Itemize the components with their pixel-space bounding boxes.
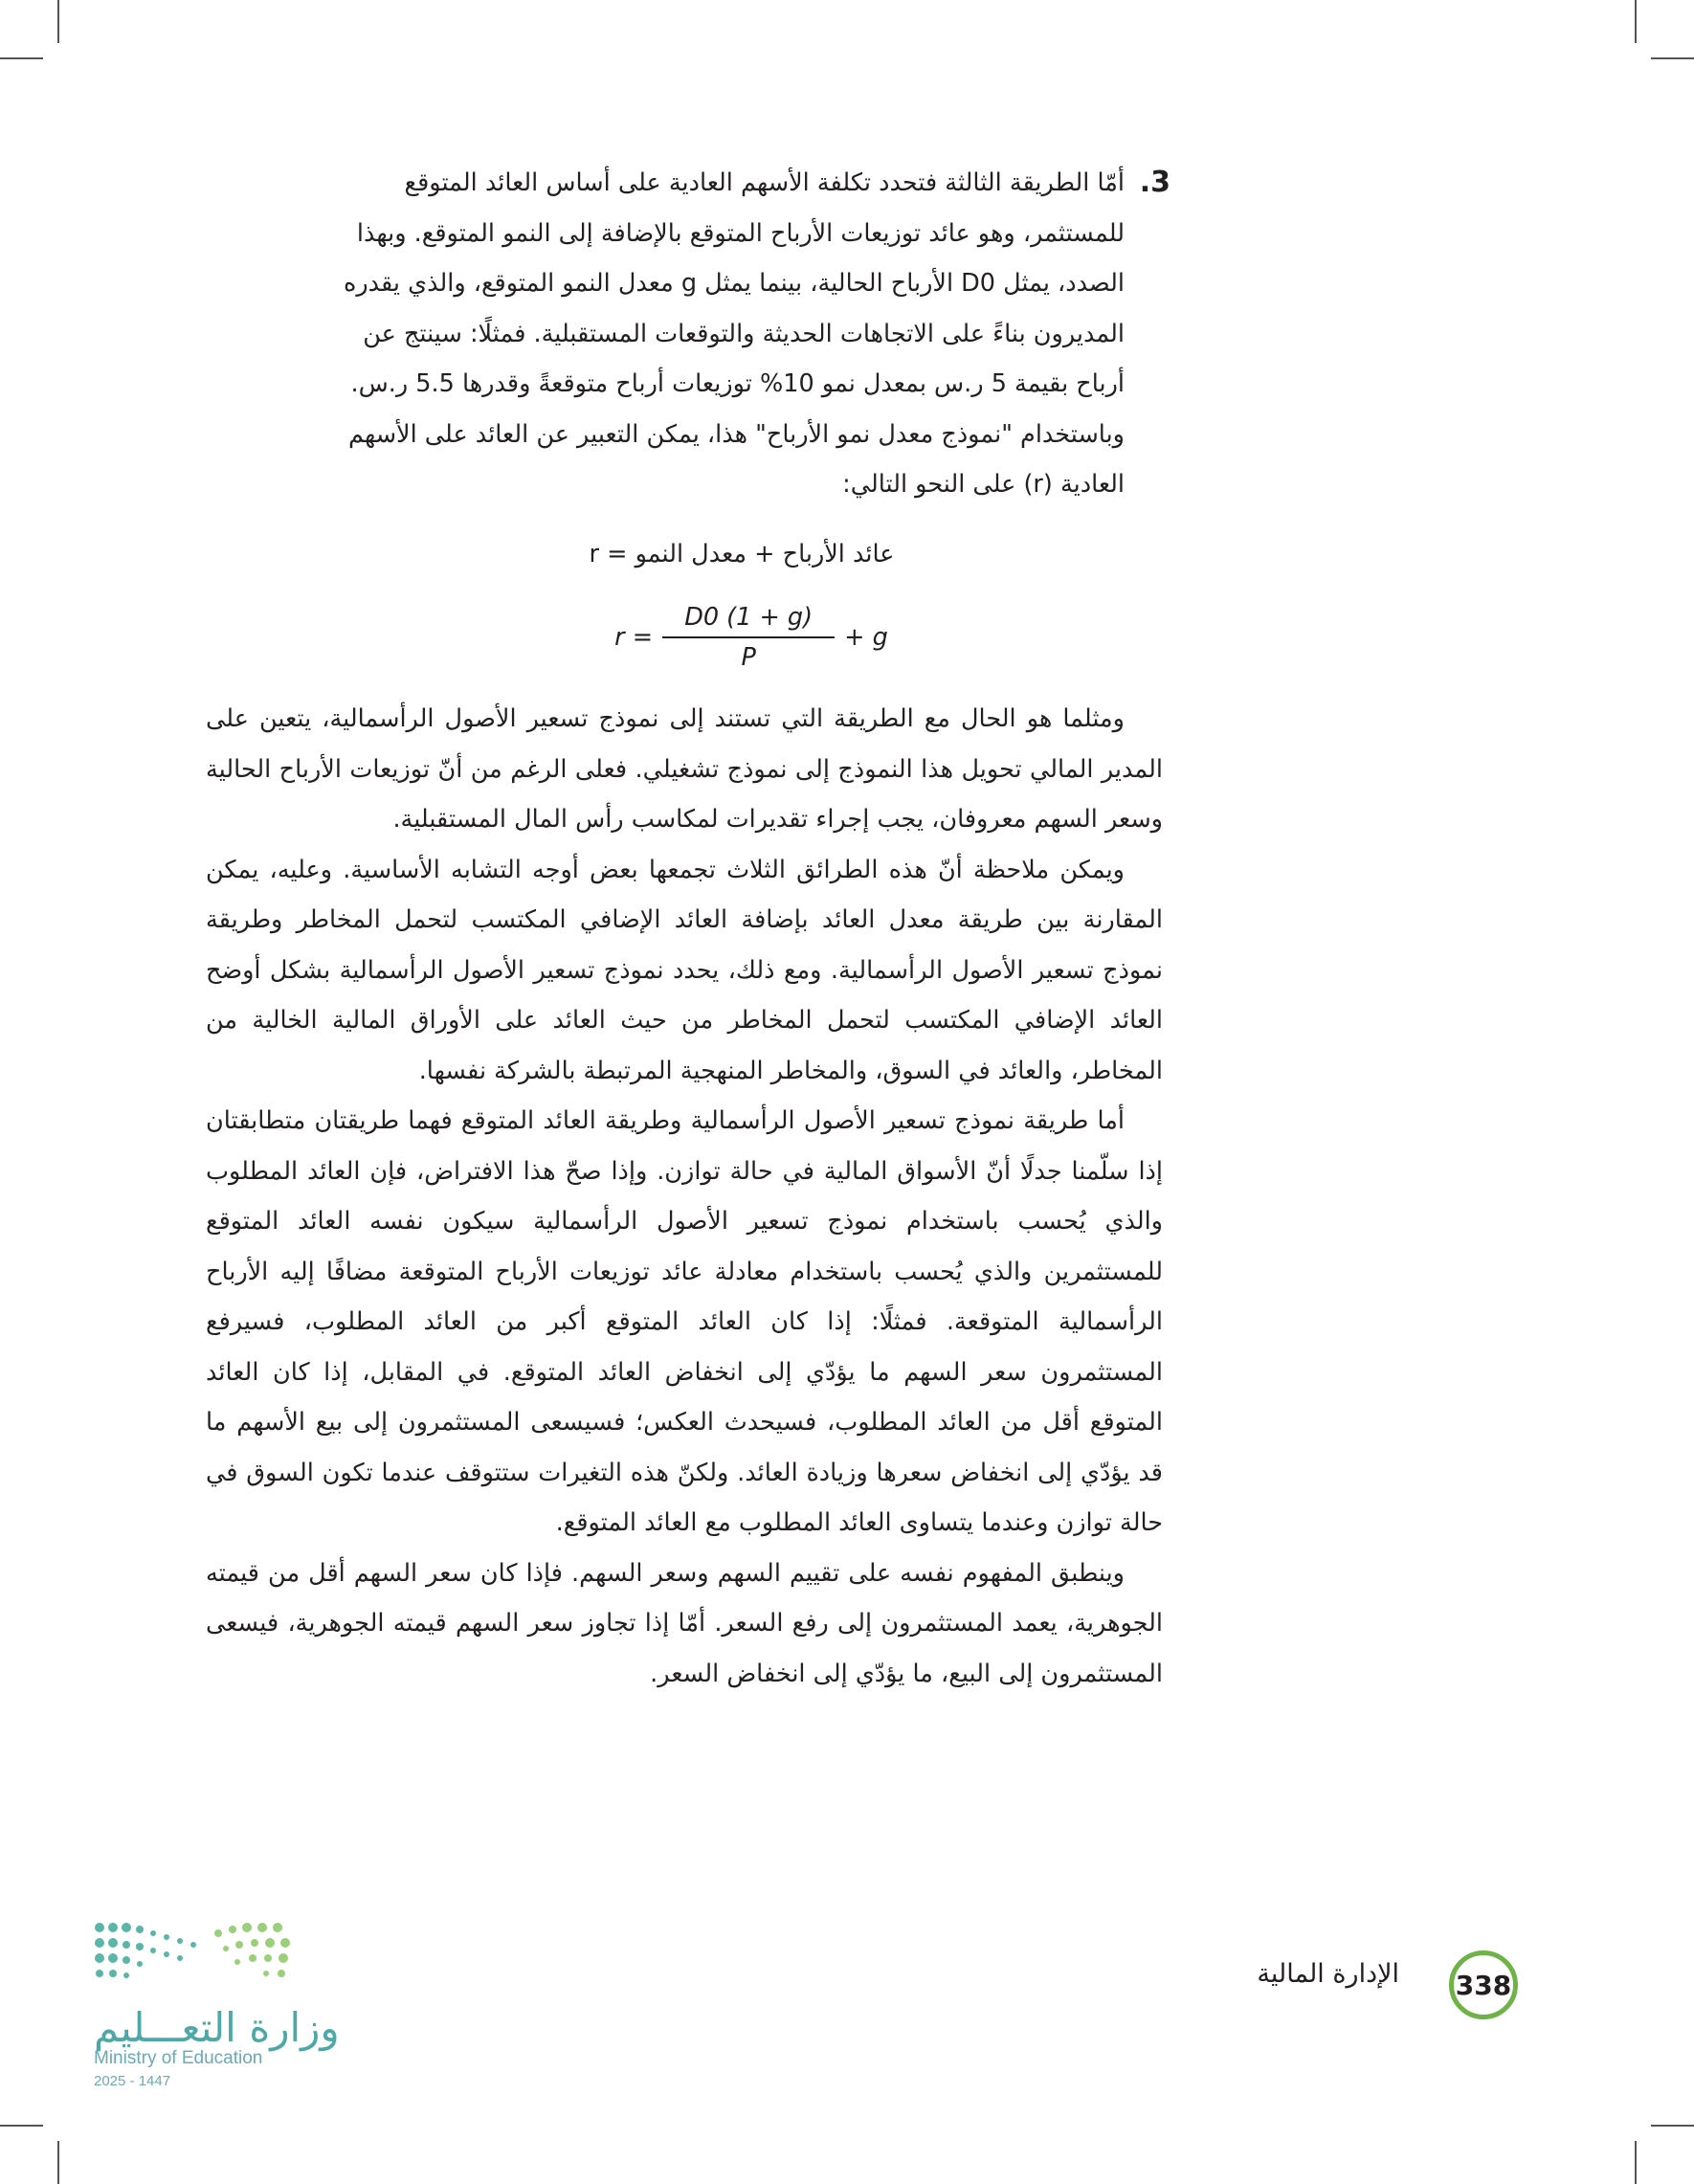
ministry-year: 2025 - 1447 xyxy=(94,2073,171,2089)
crop-mark xyxy=(0,2125,43,2127)
item-line: العادية (r) على النحو التالي: xyxy=(842,470,1125,499)
paragraph: ويمكن ملاحظة أنّ هذه الطرائق الثلاث تجمعها بعض أوجه التشابه الأساسية. وعليه، يمكن المقارنة بين طريقة معدل العائد بإضافة العائد الإضافي المكتسب لتحمل المخاطر وطريقة نموذج تسعير الأصول الرأسمالية. ومع ذلك، يحدد نموذج تسعير الأصول الرأسمالية بشكل أوضح العائد الإضافي المكتسب لتحمل المخاطر من حيث العائد على الأوراق المالية الخالية من المخاطر، والعائد في السوق، والمخاطر المنهجية المرتبطة بالشركة نفسها. xyxy=(206,855,1163,1085)
fraction-numerator: D0 (1 + g) xyxy=(684,603,814,632)
ministry-logo-dots-icon xyxy=(94,1920,304,1987)
fraction xyxy=(662,598,835,677)
crop-mark xyxy=(1651,57,1694,59)
paragraph: ومثلما هو الحال مع الطريقة التي تستند إلى نموذج تسعير الأصول الرأسمالية، يتعين على المدير المالي تحويل هذا النموذج إلى نموذج تشغيلي. فعلى الرغم من أنّ توزيعات الأرباح الحالية وسعر السهم معروفان، يجب إجراء تقديرات لمكاسب رأس المال المستقبلية. xyxy=(206,704,1163,834)
book-title: الإدارة المالية xyxy=(1257,1959,1399,1989)
crop-mark xyxy=(1635,0,1637,43)
item-line: أرباح بقيمة 5 ر.س بمعدل نمو 10% توزيعات أرباح متوقعةً وقدرها 5.5 ر.س. xyxy=(350,369,1125,398)
formula-fraction xyxy=(206,585,1163,690)
ministry-name-arabic: وزارة التعـــليم xyxy=(94,2004,340,2051)
item-number: 3. xyxy=(1139,166,1170,199)
crop-mark xyxy=(1651,2125,1694,2127)
page-body xyxy=(206,158,1170,1699)
formula-word: عائد الأرباح + معدل النمو = r xyxy=(589,539,895,568)
crop-mark xyxy=(57,0,59,43)
formula-rhs: + g xyxy=(844,622,888,652)
page-number: 338 xyxy=(1455,1969,1512,2001)
item-line: وباستخدام "نموذج معدل نمو الأرباح" هذا، يمكن التعبير عن العائد على الأسهم xyxy=(347,419,1125,449)
crop-mark xyxy=(0,57,43,59)
item-line: المديرون بناءً على الاتجاهات الحديثة والتوقعات المستقبلية. فمثلًا: سينتج عن xyxy=(363,319,1125,348)
item-line: للمستثمر، وهو عائد توزيعات الأرباح المتوقع بالإضافة إلى النمو المتوقع. وبهذا xyxy=(356,218,1125,248)
fraction-denominator: P xyxy=(741,643,756,672)
crop-mark xyxy=(57,2141,59,2184)
crop-mark xyxy=(1635,2141,1637,2184)
page-number-badge xyxy=(1449,1950,1518,2019)
item-line: الصدد، يمثل D0 الأرباح الحالية، بينما يمثل g معدل النمو المتوقع، والذي يقدره xyxy=(343,269,1125,298)
paragraph: وينطبق المفهوم نفسه على تقييم السهم وسعر السهم. فإذا كان سعر السهم أقل من قيمته الجوهرية، يعمد المستثمرون إلى رفع السعر. أمّا إذا تجاوز سعر السهم قيمته الجوهرية، فيسعى المستثمرون إلى البيع، ما يؤدّي إلى انخفاض السعر. xyxy=(206,1558,1163,1688)
ministry-name-english: Ministry of Education xyxy=(94,2048,263,2068)
numbered-item-3 xyxy=(206,158,1170,510)
formula-lhs: r = xyxy=(614,622,654,652)
paragraph: أما طريقة نموذج تسعير الأصول الرأسمالية وطريقة العائد المتوقع فهما طريقتان متطابقتان إذا سلّمنا جدلًا أنّ الأسواق المالية في حالة توازن. وإذا صحّ هذا الافتراض، فإن العائد المطلوب والذي يُحسب باستخدام نموذج تسعير الأصول الرأسمالية سيكون نفسه العائد المتوقع للمستثمرين والذي يُحسب باستخدام معادلة عائد توزيعات الأرباح المتوقعة مضافًا إليه الأرباح الرأسمالية المتوقعة. فمثلًا: إذا كان العائد المتوقع أكبر من العائد المطلوب، فسيرفع المستثمرون سعر السهم ما يؤدّي إلى انخفاض العائد المتوقع. في المقابل، إذا كان العائد المتوقع أقل من العائد المطلوب، فسيحدث العكس؛ فسيسعى المستثمرون إلى بيع الأسهم ما قد يؤدّي إلى انخفاض سعرها وزيادة العائد. ولكنّ هذه التغيرات ستتوقف عندما تكون السوق في حالة توازن وعندما يتساوى العائد المطلوب مع العائد المتوقع. xyxy=(206,1106,1163,1537)
item-line: أمّا الطريقة الثالثة فتحدد تكلفة الأسهم العادية على أساس العائد المتوقع xyxy=(404,168,1125,197)
